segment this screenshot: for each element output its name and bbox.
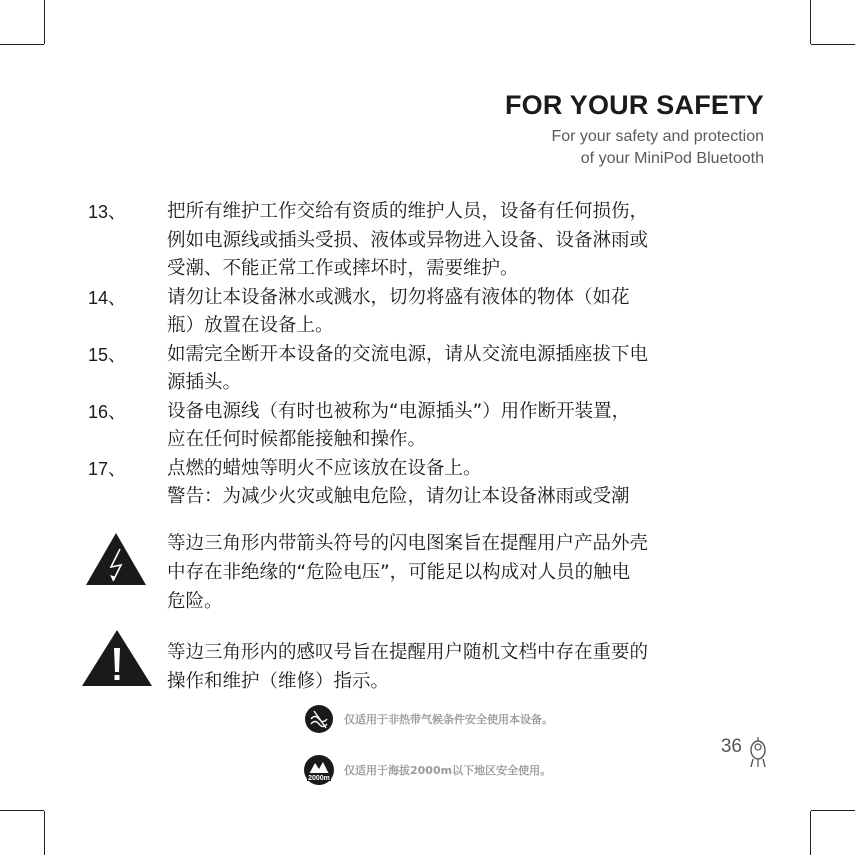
item-text (167, 198, 768, 284)
item-line: 如需完全断开本设备的交流电源，请从交流电源插座拔下电 (167, 343, 649, 365)
page-title: FOR YOUR SAFETY (504, 90, 764, 120)
page-number: 36 (720, 736, 742, 757)
caution-line: 操作和维护（维修）指示。 (167, 671, 390, 692)
list-item (88, 455, 768, 484)
item-line: 应在任何时候都能接触和操作。 (167, 429, 427, 450)
crop-mark (810, 811, 811, 855)
crop-mark (811, 44, 855, 45)
exclamation-triangle-icon (80, 628, 154, 688)
list-item (88, 284, 768, 341)
non-tropical-climate-icon (302, 704, 336, 734)
altitude-limit-icon (302, 754, 336, 786)
safety-instructions-list (88, 198, 768, 512)
list-item (88, 341, 768, 398)
caution-text (167, 529, 767, 616)
item-line: 点燃的蜡烛等明火不应该放在设备上。 (167, 457, 482, 479)
caution-line: 等边三角形内的感叹号旨在提醒用户随机文档中存在重要的 (167, 642, 649, 663)
caution-line: 危险。 (167, 591, 223, 612)
item-number: 16、 (88, 401, 127, 422)
page-subtitle-line1: For your safety and protection (551, 128, 764, 145)
item-number: 14、 (88, 287, 127, 308)
robot-mascot-icon (748, 735, 768, 769)
page-subtitle-line2: of your MiniPod Bluetooth (580, 150, 764, 167)
altitude-badge-label: 2000m (308, 775, 330, 782)
item-number: 17、 (88, 458, 127, 479)
climate-note-row (302, 704, 553, 734)
caution-line: 等边三角形内带箭头符号的闪电图案旨在提醒用户产品外壳 (167, 533, 649, 554)
crop-mark (44, 811, 45, 855)
lightning-triangle-icon (84, 531, 148, 587)
caution-text (167, 638, 767, 696)
crop-mark (811, 810, 855, 811)
list-item (88, 398, 768, 455)
warning-text: 警告：为减少火灾或触电危险，请勿让本设备淋雨或受潮 (167, 486, 630, 507)
crop-mark (810, 0, 811, 44)
altitude-note-text: 仅适用于海拔2000m以下地区安全使用。 (344, 764, 552, 777)
item-line: 例如电源线或插头受损、液体或异物进入设备、设备淋雨或 (167, 229, 649, 251)
item-line: 瓶）放置在设备上。 (167, 315, 334, 336)
crop-mark (0, 810, 44, 811)
caution-line: 中存在非绝缘的“危险电压”，可能足以构成对人员的触电 (167, 562, 631, 583)
item-text (167, 341, 768, 398)
list-item (88, 198, 768, 284)
item-line: 源插头。 (167, 372, 242, 393)
item-line: 受潮、不能正常工作或摔坏时，需要维护。 (167, 258, 519, 279)
item-number: 15、 (88, 344, 127, 365)
crop-mark (44, 0, 45, 44)
altitude-note-row (302, 754, 551, 786)
item-line: 请勿让本设备淋水或溅水，切勿将盛有液体的物体（如花 (167, 286, 630, 308)
item-text (167, 455, 768, 484)
item-text (167, 284, 768, 341)
item-number: 13、 (88, 202, 127, 222)
crop-mark (0, 44, 44, 45)
item-line: 设备电源线（有时也被称为“电源插头”）用作断开装置， (167, 400, 631, 422)
climate-note-text: 仅适用于非热带气候条件安全使用本设备。 (344, 713, 553, 726)
item-text (167, 398, 768, 455)
item-line: 把所有维护工作交给有资质的维护人员，设备有任何损伤， (167, 201, 649, 222)
